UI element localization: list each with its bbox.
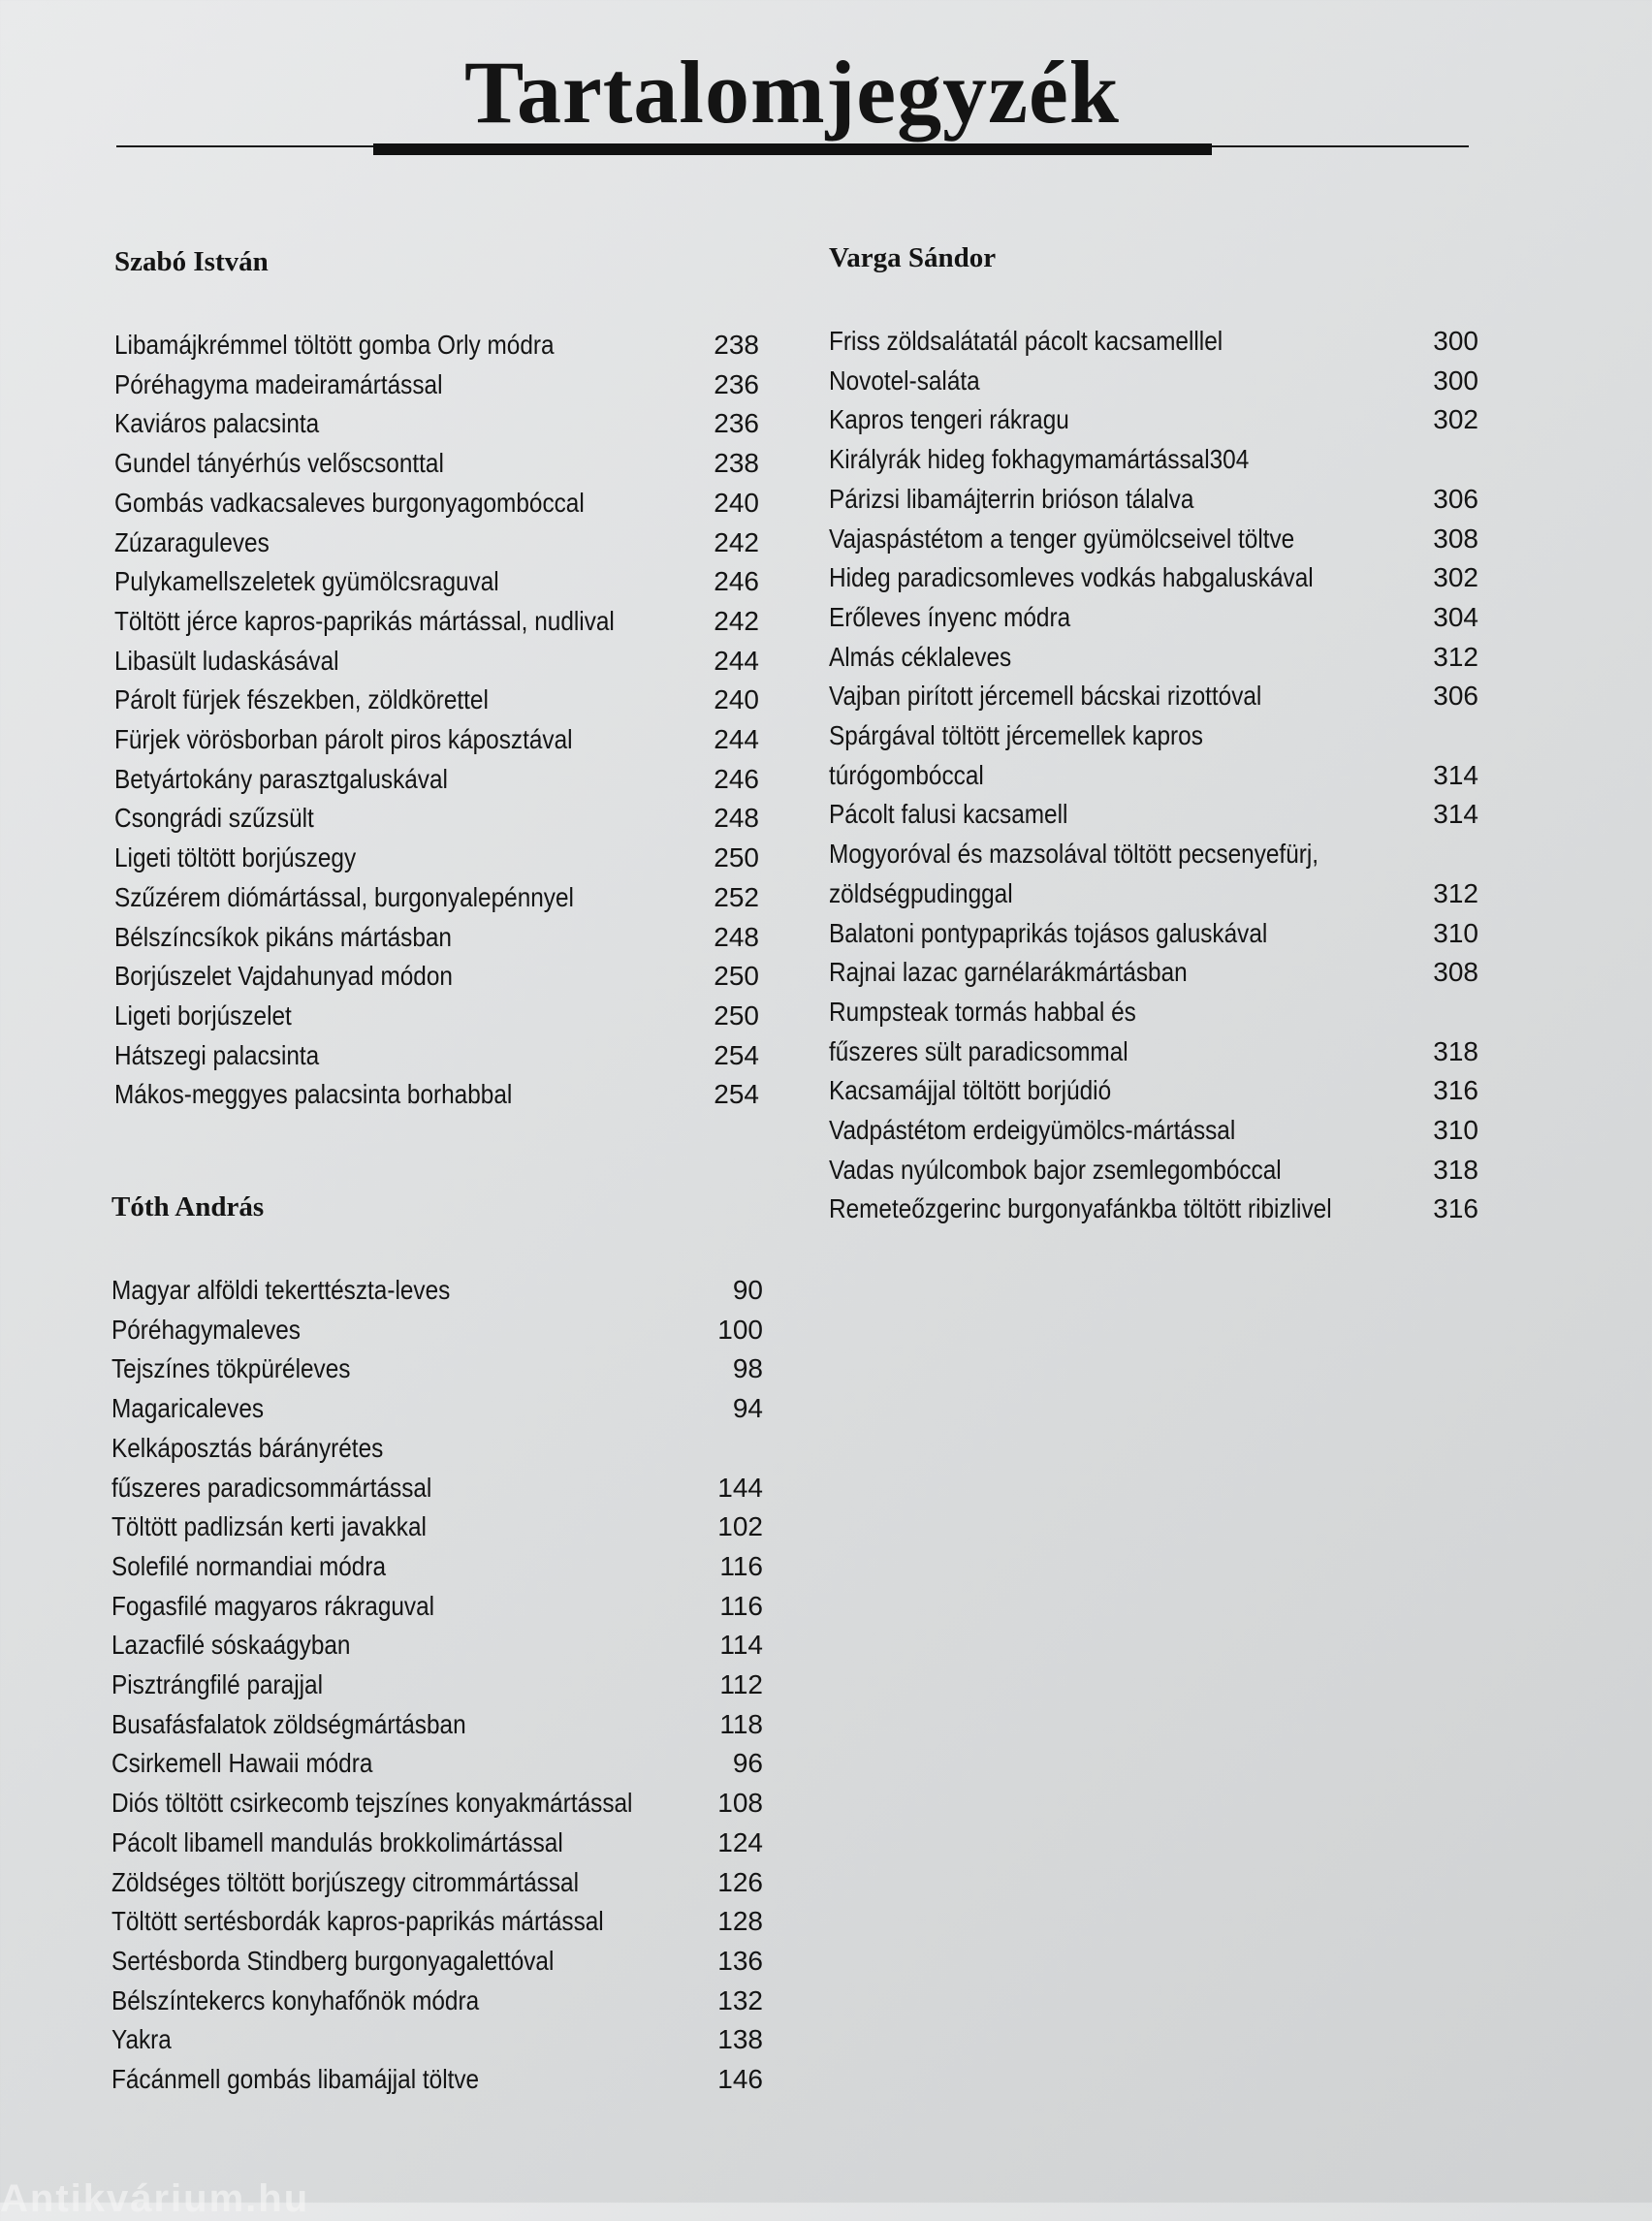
page-number: 254	[714, 1079, 759, 1110]
section-varga-sandor	[829, 238, 1478, 1229]
author-heading: Varga Sándor	[829, 242, 997, 273]
section-toth-andras	[111, 1188, 763, 2100]
page-number: 302	[1433, 404, 1478, 435]
watermark-text: Antikvárium.hu	[0, 2177, 310, 2220]
page-number: 138	[717, 2024, 763, 2055]
page-number: 254	[714, 1039, 759, 1070]
page-number: 102	[717, 1511, 763, 1542]
recipe-title: Pácolt libamell mandulás brokkolimártással	[111, 1826, 563, 1857]
recipe-title: Tejszínes tökpüréleves	[111, 1353, 351, 1384]
recipe-title: Csongrádi szűzsült	[114, 803, 314, 834]
recipe-title: Hideg paradicsomleves vodkás habgaluskával	[829, 562, 1314, 593]
recipe-title: Póréhagyma madeiramártással	[114, 368, 443, 399]
toc-entry	[114, 326, 759, 365]
toc-entry	[829, 1111, 1478, 1151]
page-number: 132	[717, 1984, 763, 2015]
toc-entry	[114, 681, 759, 720]
recipe-title: Töltött jérce kapros-paprikás mártással, nudlival	[114, 605, 615, 636]
toc-entry	[111, 1587, 763, 1627]
page-number: 112	[719, 1669, 763, 1700]
toc-entry	[111, 1863, 763, 1903]
toc-entry	[829, 558, 1478, 598]
page-number: 240	[714, 487, 759, 518]
recipe-title: Póréhagymaleves	[111, 1314, 301, 1345]
page-number: 310	[1433, 917, 1478, 948]
toc-entry	[111, 1784, 763, 1824]
recipe-title: Lazacfilé sóskaágyban	[111, 1630, 351, 1661]
toc-entry	[114, 642, 759, 682]
recipe-title: Betyártokány parasztgaluskával	[114, 763, 448, 794]
recipe-title: Libamájkrémmel töltött gomba Orly módra	[114, 330, 555, 360]
toc-entry	[829, 914, 1478, 954]
page-number: 94	[732, 1393, 763, 1424]
recipe-title: Kapros tengeri rákragu	[829, 404, 1069, 435]
page-number: 242	[714, 526, 759, 557]
toc-entry	[111, 1942, 763, 1982]
toc-entry	[111, 1744, 763, 1784]
toc-entry	[111, 1982, 763, 2021]
page-number: 136	[717, 1945, 763, 1976]
toc-entry	[114, 799, 759, 839]
page-number: 126	[717, 1866, 763, 1897]
toc-entry	[111, 1271, 763, 1311]
toc-entry	[829, 953, 1478, 993]
toc-entry	[114, 878, 759, 918]
page-number: 250	[714, 999, 759, 1031]
recipe-title: Töltött padlizsán kerti javakkal	[111, 1511, 427, 1542]
recipe-title: Spárgával töltött jércemellek kapros túrógombóccal	[829, 720, 1203, 790]
page-number: 236	[714, 408, 759, 439]
recipe-title: Ligeti borjúszelet	[114, 999, 292, 1031]
toc-entry	[111, 1705, 763, 1745]
toc-entry	[111, 1429, 763, 1507]
recipe-list	[111, 1271, 763, 2100]
page-number: 304	[1433, 601, 1478, 632]
toc-entry	[829, 520, 1478, 559]
page-number: 248	[714, 921, 759, 952]
recipe-title: Pácolt falusi kacsamell	[829, 799, 1068, 830]
author-heading: Tóth András	[111, 1191, 265, 1222]
recipe-title: Bélszíncsíkok pikáns mártásban	[114, 921, 452, 952]
recipe-title: Királyrák hideg fokhagymamártással304	[829, 444, 1250, 475]
toc-entry	[111, 1824, 763, 1863]
recipe-title: Zúzaraguleves	[114, 526, 270, 557]
recipe-title: Mákos-meggyes palacsinta borhabbal	[114, 1079, 513, 1110]
page-number: 318	[1433, 1035, 1478, 1066]
toc-entry	[114, 957, 759, 997]
recipe-title: Párizsi libamájterrin brióson tálalva	[829, 483, 1194, 514]
page-number: 118	[719, 1708, 763, 1739]
page-number: 310	[1433, 1115, 1478, 1146]
page-number: 246	[714, 763, 759, 794]
recipe-title: Fürjek vörösborban párolt piros káposztával	[114, 724, 573, 755]
page-number: 314	[1433, 759, 1478, 790]
page-number: 250	[714, 961, 759, 992]
recipe-title: Vadas nyúlcombok bajor zsemlegombóccal	[829, 1154, 1282, 1185]
toc-entry	[114, 918, 759, 958]
recipe-list	[829, 322, 1478, 1229]
toc-entry	[829, 638, 1478, 678]
toc-entry	[829, 322, 1478, 362]
recipe-title: Friss zöldsalátatál pácolt kacsamelllel	[829, 326, 1223, 356]
toc-entry	[114, 562, 759, 602]
recipe-title: Vajaspástétom a tenger gyümölcseivel töltve	[829, 523, 1295, 554]
toc-entry	[829, 1071, 1478, 1111]
page-number: 308	[1433, 957, 1478, 988]
page-number: 100	[717, 1314, 763, 1345]
page-number: 300	[1433, 365, 1478, 396]
recipe-title: Diós töltött csirkecomb tejszínes konyakmártással	[111, 1788, 633, 1819]
recipe-title: Szűzérem diómártással, burgonyalepénnyel	[114, 881, 574, 912]
toc-entry	[829, 362, 1478, 401]
recipe-title: Zöldséges töltött borjúszegy citrommártással	[111, 1866, 579, 1897]
author-heading: Szabó István	[114, 246, 269, 277]
toc-entry	[114, 1036, 759, 1076]
page-number: 240	[714, 684, 759, 715]
recipe-title: Solefilé normandiai módra	[111, 1550, 386, 1581]
recipe-title: Borjúszelet Vajdahunyad módon	[114, 961, 453, 992]
recipe-title: Sertésborda Stindberg burgonyagalettóval	[111, 1945, 555, 1976]
toc-entry	[114, 839, 759, 878]
page-number: 314	[1433, 799, 1478, 830]
page-number: 116	[719, 1550, 763, 1581]
page-number: 238	[714, 330, 759, 360]
page-number: 246	[714, 566, 759, 597]
toc-entry	[114, 404, 759, 444]
recipe-title: Erőleves ínyenc módra	[829, 601, 1071, 632]
toc-entry	[111, 1626, 763, 1666]
recipe-title: Almás céklaleves	[829, 641, 1012, 672]
recipe-title: Rajnai lazac garnélarákmártásban	[829, 957, 1188, 988]
page-number: 238	[714, 448, 759, 479]
page-number: 312	[1433, 641, 1478, 672]
toc-entry	[114, 365, 759, 405]
page-number: 244	[714, 645, 759, 676]
toc-entry	[111, 2020, 763, 2060]
page-number: 96	[732, 1748, 763, 1779]
recipe-title: Remeteőzgerinc burgonyafánkba töltött ribizlivel	[829, 1193, 1332, 1224]
toc-entry	[114, 524, 759, 563]
recipe-title: Libasült ludaskásával	[114, 645, 339, 676]
toc-entry	[111, 1389, 763, 1429]
toc-entry	[111, 1507, 763, 1547]
recipe-title: Kelkáposztás bárányrétes fűszeres paradicsommártással	[111, 1432, 432, 1503]
page-number: 306	[1433, 681, 1478, 712]
recipe-title: Vadpástétom erdeigyümölcs-mártással	[829, 1115, 1236, 1146]
page-number: 116	[719, 1590, 763, 1621]
toc-entry	[829, 1190, 1478, 1229]
toc-entry	[829, 835, 1478, 913]
recipe-title: Ligeti töltött borjúszegy	[114, 842, 357, 873]
page-number: 108	[717, 1788, 763, 1819]
page-number: 302	[1433, 562, 1478, 593]
recipe-title: Gombás vadkacsaleves burgonyagombóccal	[114, 487, 585, 518]
toc-entry	[114, 720, 759, 760]
page-number: 98	[732, 1353, 763, 1384]
toc-entry	[829, 598, 1478, 638]
toc-entry	[829, 1151, 1478, 1190]
page-number: 128	[717, 1906, 763, 1937]
toc-entry	[111, 2060, 763, 2100]
toc-entry	[829, 716, 1478, 795]
page-number: 250	[714, 842, 759, 873]
toc-entry	[829, 677, 1478, 716]
toc-entry	[111, 1666, 763, 1705]
toc-entry	[829, 993, 1478, 1071]
toc-entry	[829, 795, 1478, 835]
recipe-title: Busafásfalatok zöldségmártásban	[111, 1708, 466, 1739]
toc-entry	[111, 1349, 763, 1389]
recipe-title: Fogasfilé magyaros rákraguval	[111, 1590, 435, 1621]
page-number: 318	[1433, 1154, 1478, 1185]
recipe-title: Novotel-saláta	[829, 365, 980, 396]
recipe-title: Balatoni pontypaprikás tojásos galuskával	[829, 917, 1268, 948]
toc-entry	[114, 1075, 759, 1115]
recipe-title: Magaricaleves	[111, 1393, 265, 1424]
page-number: 300	[1433, 326, 1478, 356]
recipe-title: Csirkemell Hawaii módra	[111, 1748, 373, 1779]
recipe-title: Töltött sertésbordák kapros-paprikás mártással	[111, 1906, 604, 1937]
recipe-title: Vajban pirított jércemell bácskai rizottóval	[829, 681, 1262, 712]
toc-entry	[829, 440, 1478, 480]
recipe-title: Gundel tányérhús velőscsonttal	[114, 448, 444, 479]
recipe-list	[114, 326, 759, 1115]
page-number: 90	[732, 1275, 763, 1305]
page-number: 244	[714, 724, 759, 755]
page-number: 252	[714, 881, 759, 912]
page-number: 316	[1433, 1193, 1478, 1224]
recipe-title: Fácánmell gombás libamájjal töltve	[111, 2064, 480, 2095]
page-number: 312	[1433, 877, 1478, 908]
recipe-title: Hátszegi palacsinta	[114, 1039, 320, 1070]
toc-entry	[111, 1902, 763, 1942]
page-number: 124	[717, 1826, 763, 1857]
recipe-title: Pisztrángfilé parajjal	[111, 1669, 324, 1700]
toc-entry	[111, 1547, 763, 1587]
toc-entry	[114, 444, 759, 484]
recipe-title: Rumpsteak tormás habbal és fűszeres sült paradicsommal	[829, 996, 1136, 1066]
recipe-title: Yakra	[111, 2024, 172, 2055]
page-title: Tartalomjegyzék	[464, 43, 1120, 142]
toc-entry	[114, 602, 759, 642]
page-number: 114	[719, 1630, 763, 1661]
page-number: 144	[717, 1472, 763, 1503]
toc-entry	[114, 484, 759, 524]
toc-entry	[114, 997, 759, 1036]
page-number: 242	[714, 605, 759, 636]
toc-entry	[114, 760, 759, 800]
title-underline-thick	[373, 143, 1212, 155]
toc-entry	[111, 1311, 763, 1350]
recipe-title: Párolt fürjek fészekben, zöldkörettel	[114, 684, 489, 715]
page-number: 146	[717, 2064, 763, 2095]
recipe-title: Bélszíntekercs konyhafőnök módra	[111, 1984, 480, 2015]
recipe-title: Mogyoróval és mazsolával töltött pecsenyefürj, zöldségpudinggal	[829, 839, 1319, 908]
page-number: 306	[1433, 483, 1478, 514]
page-number: 236	[714, 368, 759, 399]
section-szabo-istvan	[114, 242, 759, 1115]
toc-entry	[829, 400, 1478, 440]
recipe-title: Pulykamellszeletek gyümölcsraguval	[114, 566, 499, 597]
page-number: 308	[1433, 523, 1478, 554]
page-number: 316	[1433, 1075, 1478, 1106]
recipe-title: Magyar alföldi tekerttészta-leves	[111, 1275, 451, 1305]
recipe-title: Kaviáros palacsinta	[114, 408, 320, 439]
recipe-title: Kacsamájjal töltött borjúdió	[829, 1075, 1112, 1106]
page-number: 248	[714, 803, 759, 834]
toc-entry	[829, 480, 1478, 520]
